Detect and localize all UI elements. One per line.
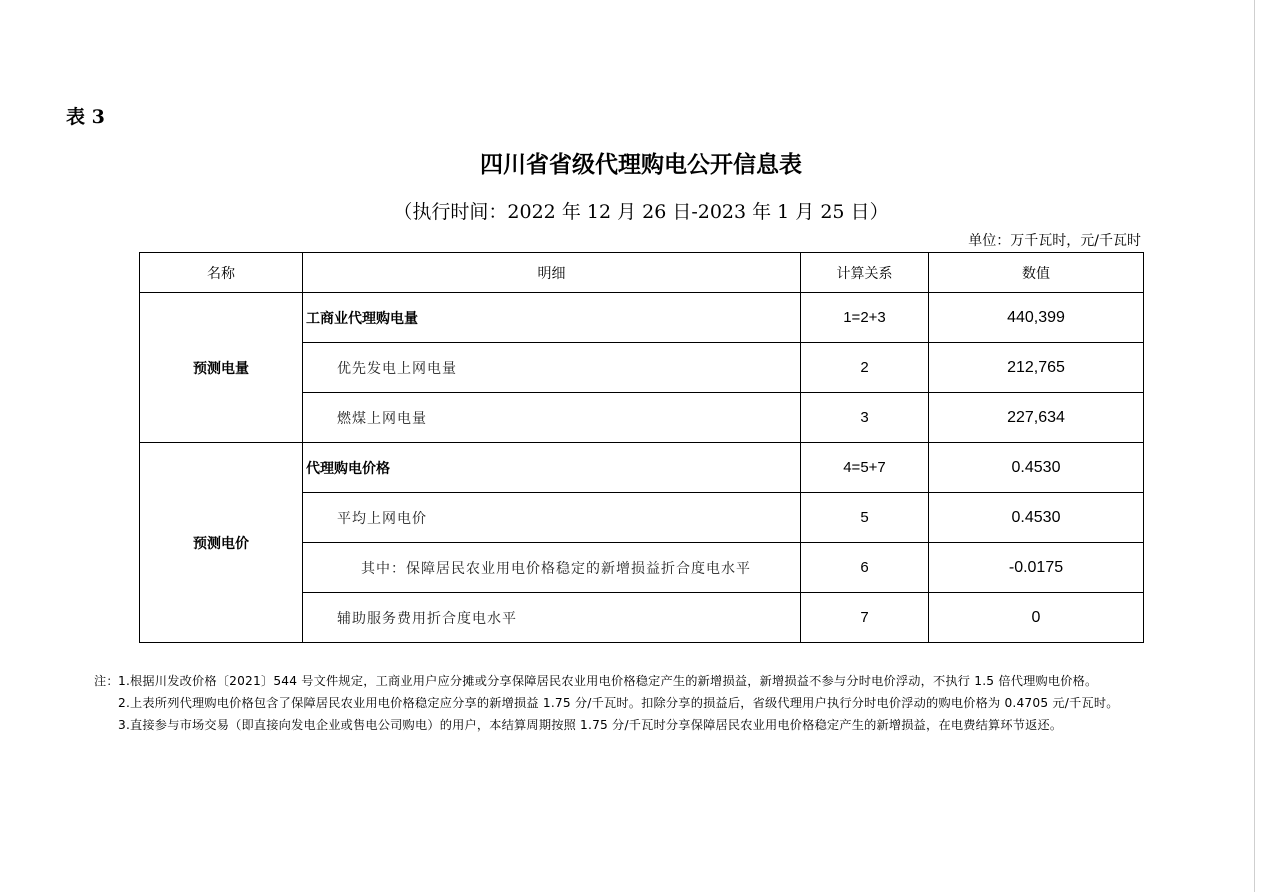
page-edge-line: [1254, 0, 1255, 892]
note-item: [94, 714, 1119, 736]
value-cell: 227,634: [929, 393, 1144, 443]
notes-section: [94, 670, 1119, 736]
execution-period: （执行时间：2022 年 12 月 26 日-2023 年 1 月 25 日）: [393, 201, 889, 223]
detail-cell: 工商业代理购电量: [303, 293, 801, 343]
detail-cell: 辅助服务费用折合度电水平: [303, 593, 801, 643]
header-value: 数值: [929, 253, 1144, 293]
detail-cell: 其中：保障居民农业用电价格稳定的新增损益折合度电水平: [303, 543, 801, 593]
note-text: 3.直接参与市场交易（即直接向发电企业或售电公司购电）的用户，本结算周期按照 1.75 分/千瓦时分享保障居民农业用电价格稳定产生的新增损益，在电费结算环节返还。: [118, 718, 1063, 732]
detail-cell: 代理购电价格: [303, 443, 801, 493]
relation-cell: 3: [801, 393, 929, 443]
group-name-cell: 预测电价: [140, 443, 303, 643]
value-cell: 440,399: [929, 293, 1144, 343]
value-cell: 0.4530: [929, 493, 1144, 543]
value-cell: 0.4530: [929, 443, 1144, 493]
table-number-label: 表 3: [66, 106, 105, 128]
relation-cell: 2: [801, 343, 929, 393]
relation-cell: 5: [801, 493, 929, 543]
relation-cell: 4=5+7: [801, 443, 929, 493]
value-cell: 212,765: [929, 343, 1144, 393]
detail-cell: 燃煤上网电量: [303, 393, 801, 443]
page-title: 四川省省级代理购电公开信息表: [480, 151, 802, 178]
table-header-row: [140, 253, 1144, 293]
table-row: [140, 293, 1144, 343]
group-name-cell: 预测电量: [140, 293, 303, 443]
table-row: [140, 443, 1144, 493]
relation-cell: 7: [801, 593, 929, 643]
header-detail: 明细: [303, 253, 801, 293]
note-text: 2.上表所列代理购电价格包含了保障居民农业用电价格稳定应分享的新增损益 1.75 分/千瓦时。扣除分享的损益后，省级代理用户执行分时电价浮动的购电价格为 0.4705 元/千瓦时。: [118, 696, 1119, 710]
note-item: [94, 670, 1119, 692]
relation-cell: 6: [801, 543, 929, 593]
info-table: [139, 252, 1144, 643]
relation-cell: 1=2+3: [801, 293, 929, 343]
detail-cell: 平均上网电价: [303, 493, 801, 543]
value-cell: -0.0175: [929, 543, 1144, 593]
notes-prefix: 注：: [94, 674, 119, 688]
detail-cell: 优先发电上网电量: [303, 343, 801, 393]
note-text: 1.根据川发改价格〔2021〕544 号文件规定，工商业用户应分摊或分享保障居民农业用电价格稳定产生的新增损益，新增损益不参与分时电价浮动，不执行 1.5 倍代理购电价格。: [118, 674, 1098, 688]
value-cell: 0: [929, 593, 1144, 643]
unit-label: 单位：万千瓦时，元/千瓦时: [968, 233, 1141, 249]
header-relation: 计算关系: [801, 253, 929, 293]
header-name: 名称: [140, 253, 303, 293]
note-item: [94, 692, 1119, 714]
